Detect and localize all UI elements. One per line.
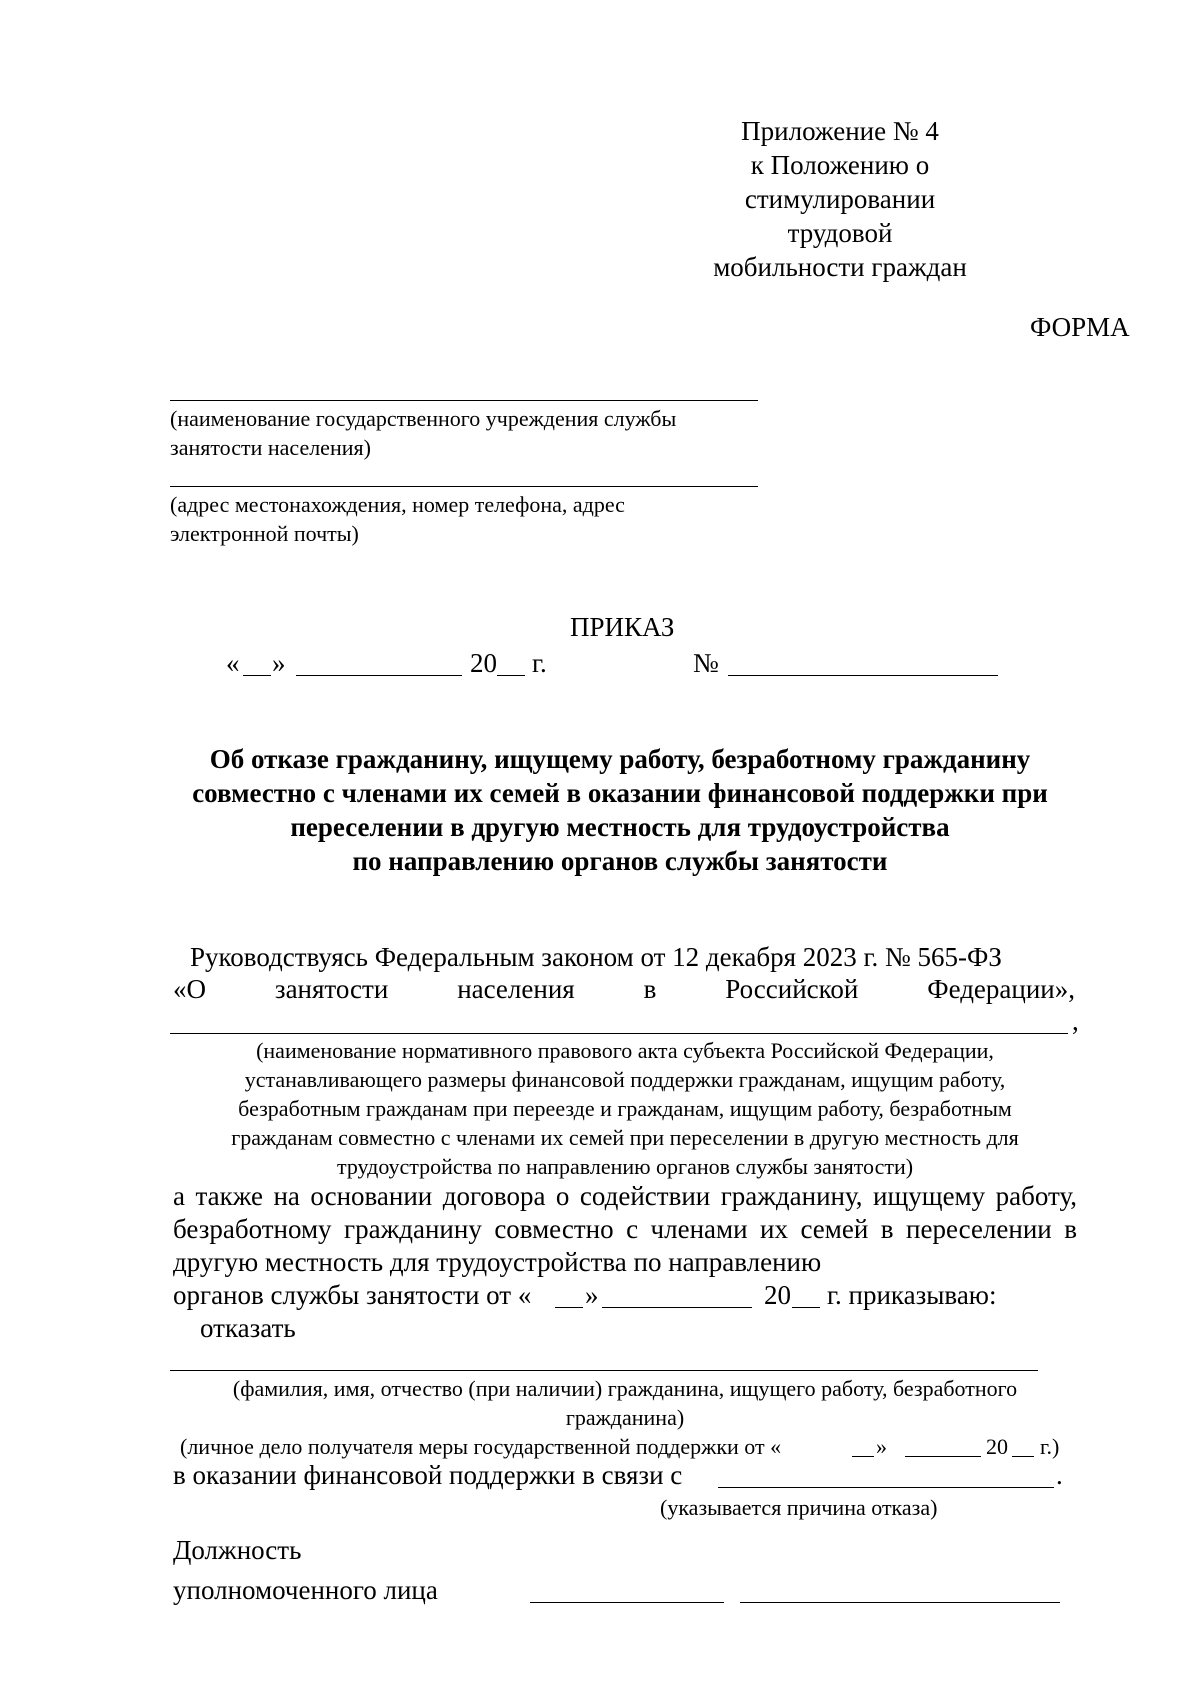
order-date-close: » (272, 648, 286, 678)
basis-year-prefix: 20 (764, 1280, 791, 1310)
act-caption-line-5: трудоустройства по направлению органов службы занятости) (336, 1154, 914, 1179)
title-line-2: совместно с членами их семей в оказании финансовой поддержки при (192, 778, 1048, 808)
reason-caption: (указывается причина отказа) (660, 1495, 938, 1520)
institution-caption-line-1: (наименование государственного учреждения службы (170, 406, 677, 431)
order-number-sign: № (693, 648, 719, 678)
basis-last-prefix: органов службы занятости от « (173, 1280, 532, 1310)
address-caption-line-2: электронной почты) (170, 521, 359, 546)
reason-prefix: в оказании финансовой поддержки в связи с (173, 1460, 683, 1490)
order-day-blank (243, 675, 271, 676)
preamble-word-5: Российской (725, 974, 859, 1004)
preamble-word-1: «О (173, 974, 206, 1004)
person-caption-line-1: (фамилия, имя, отчество (при наличии) гражданина, ищущего работу, безработного (232, 1376, 1018, 1401)
basis-year-blank (792, 1307, 820, 1308)
title-line-4: по направлению органов службы занятости (352, 846, 888, 876)
basis-last-suffix: г. приказываю: (827, 1280, 997, 1310)
case-suffix: г.) (1040, 1434, 1060, 1459)
preamble-word-6: Федерации», (927, 974, 1075, 1004)
preamble-line-2 (173, 973, 1075, 1006)
act-name-comma: , (1072, 1006, 1079, 1036)
basis-paragraph: а также на основании договора о содействии гражданину, ищущему работу, безработному гражданину совместно с членами их семей в переселении в другую местность для трудоустройства по направлению (173, 1181, 1077, 1277)
signature-blank (530, 1602, 724, 1603)
preamble-line-1: Руководствуясь Федеральным законом от 12 декабря 2023 г. № 565-ФЗ (190, 942, 1002, 972)
act-caption-line-2: устанавливающего размеры финансовой поддержки гражданам, ищущим работу, (244, 1067, 1006, 1092)
person-caption-line-2: гражданина) (565, 1405, 685, 1430)
order-month-blank (296, 675, 462, 676)
address-caption-line-1: (адрес местонахождения, номер телефона, адрес (170, 492, 625, 517)
act-name-line (170, 1033, 1068, 1034)
appendix-line-3: стимулировании трудовой (744, 184, 936, 248)
appendix-line-1: Приложение № 4 (741, 116, 939, 146)
basis-day-blank (555, 1307, 583, 1308)
act-caption-line-4: гражданам совместно с членами их семей при переселении в другую местность для (231, 1125, 1019, 1150)
institution-caption-line-2: занятости населения) (170, 435, 371, 460)
act-caption-line-1: (наименование нормативного правового акта субъекта Российской Федерации, (256, 1038, 994, 1063)
order-year-blank (497, 675, 525, 676)
order-number-blank (728, 675, 998, 676)
act-caption (170, 1036, 1080, 1181)
refuse-verb: отказать (200, 1313, 296, 1343)
act-caption-line-3: безработным гражданам при переезде и гражданам, ищущим работу, безработным (238, 1096, 1012, 1121)
preamble-word-2: занятости (274, 974, 389, 1004)
title-line-1: Об отказе гражданину, ищущему работу, безработному гражданину (209, 744, 1031, 774)
signature-name-blank (740, 1602, 1060, 1603)
reason-dot: . (1056, 1460, 1063, 1490)
title-line-3: переселении в другую местность для трудоустройства (290, 812, 950, 842)
appendix-line-4: мобильности граждан (713, 252, 967, 282)
order-year-prefix: 20 (470, 648, 497, 678)
person-name-line (170, 1370, 1038, 1371)
signature-position-line-2: уполномоченного лица (173, 1575, 438, 1605)
basis-last-close: » (585, 1280, 599, 1310)
document-title (170, 742, 1070, 878)
case-day-blank (852, 1456, 874, 1457)
order-year-suffix: г. (532, 648, 547, 678)
signature-position-line-1: Должность (173, 1535, 302, 1565)
institution-caption (170, 404, 676, 462)
person-caption (170, 1374, 1080, 1432)
case-year-blank (1012, 1456, 1034, 1457)
case-close: » (876, 1434, 887, 1459)
form-label: ФОРМА (1030, 312, 1130, 342)
address-line (170, 486, 758, 487)
reason-blank (718, 1487, 1054, 1488)
case-prefix: (личное дело получателя меры государственной поддержки от « (180, 1434, 782, 1459)
appendix-block (690, 114, 990, 284)
order-date-open: « (226, 648, 240, 678)
address-caption (170, 490, 625, 548)
basis-month-blank (602, 1307, 752, 1308)
preamble-word-3: населения (457, 974, 575, 1004)
institution-name-line (170, 400, 758, 401)
case-month-blank (905, 1456, 981, 1457)
preamble-word-4: в (643, 974, 657, 1004)
appendix-line-2: к Положению о (750, 150, 930, 180)
order-heading: ПРИКАЗ (570, 612, 675, 642)
case-year-prefix: 20 (986, 1434, 1008, 1459)
